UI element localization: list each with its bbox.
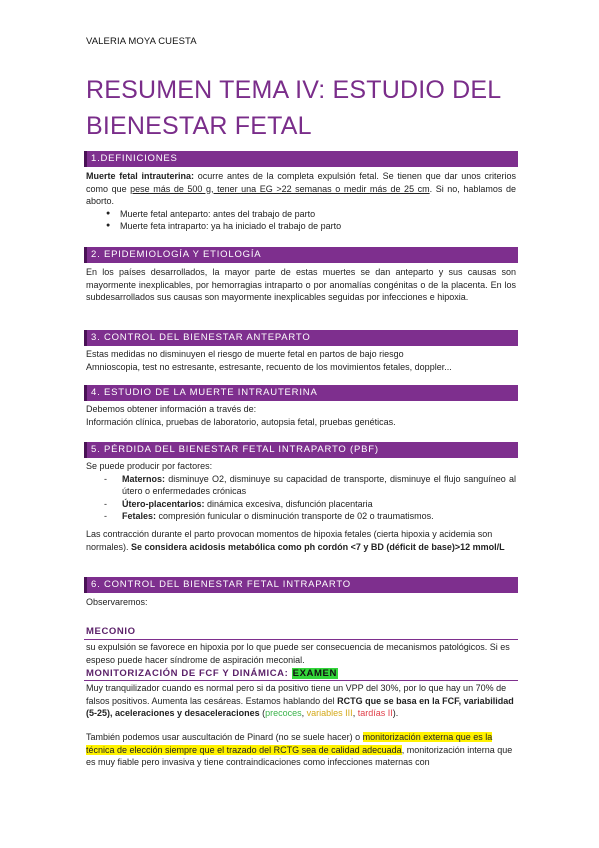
- factor-term: Útero-placentarios:: [122, 498, 205, 509]
- acidosis-text: Las contracción durante el parto provocan momentos de hipoxia fetales (cierta hipoxia y acidemia son normales).: [86, 528, 493, 552]
- factor-text: disminuye O2, disminuye su capacidad de transporte, disminuye el flujo sanguíneo al útero o enfermedades crónicas: [122, 473, 516, 497]
- meconio-divider: [84, 639, 518, 640]
- section-2-text: En los países desarrollados, la mayor parte de estas muertes se dan anteparto y sus causas son mayormente inexplicables, por hemorragias intraparto o por anomalías congénitas o de la placenta. En los subdesarrollados sus causas son mayormente inexplicables seguidas por infecciones e hipoxia.: [86, 267, 516, 303]
- factor-list: [86, 473, 516, 523]
- rctg-definition: RCTG que se basa en la FCF, variabilidad (5-25), aceleraciones y desaceleraciones: [86, 695, 514, 719]
- section-2-heading-bar: [84, 247, 518, 263]
- document-title: RESUMEN TEMA IV: ESTUDIO DEL BIENESTAR FETAL: [86, 76, 501, 140]
- definition-term: Muerte fetal intrauterina:: [86, 171, 195, 181]
- section-1-body: [86, 170, 516, 233]
- section-4-line-1: Debemos obtener información a través de:: [86, 404, 257, 414]
- section-3-heading: 3. CONTROL DEL BIENESTAR ANTEPARTO: [91, 332, 311, 343]
- fcf-text: Muy tranquilizador cuando es normal pero si da positivo tiene un VPP del 30%, por lo que hay un 70% de falsos positivos. Aumenta las cesáreas. Estamos hablando del: [86, 683, 507, 706]
- list-item: [86, 510, 516, 523]
- pinard-paragraph: [86, 731, 516, 769]
- highlighted-technique: monitorización externa que es la técnica de elección siempre que el trazado del RCTG sea de calidad adecuada: [86, 732, 493, 755]
- pinard-text: También podemos usar auscultación de Pinard (no se suele hacer) o: [86, 732, 363, 742]
- fcf-paragraph: [86, 682, 516, 720]
- section-6-intro: Observaremos:: [86, 597, 148, 607]
- exam-tag: EXAMEN: [292, 668, 337, 679]
- section-3-line-1: Estas medidas no disminuyen el riesgo de muerte fetal en partos de bajo riesgo: [86, 349, 404, 359]
- factor-term: Maternos:: [122, 473, 166, 484]
- acidosis-definition: Se considera acidosis metabólica como ph cordón <7 y BD (déficit de base)>12 mmol/L: [131, 541, 505, 552]
- factor-term: Fetales:: [122, 511, 157, 522]
- fcf-divider: [84, 680, 518, 681]
- section-4-line-2: Información clínica, pruebas de laboratorio, autopsia fetal, pruebas genéticas.: [86, 416, 396, 427]
- section-6-heading: 6. CONTROL DEL BIENESTAR FETAL INTRAPARTO: [91, 579, 351, 590]
- fcf-heading: [86, 668, 338, 679]
- definition-criteria: pese más de 500 g, tener una EG >22 semanas o medir más de 25 cm: [130, 183, 430, 194]
- precoces-label: precoces: [265, 708, 302, 719]
- meconio-heading: MECONIO: [86, 626, 136, 637]
- fcf-heading-text: MONITORIZACIÓN DE FCF Y DINÁMICA:: [86, 668, 292, 679]
- section-5-body: [86, 460, 516, 553]
- section-1-heading: 1.DEFINICIONES: [91, 153, 178, 164]
- section-4-heading-bar: [84, 385, 518, 401]
- acidosis-paragraph: [86, 528, 516, 553]
- section-4-heading: 4. ESTUDIO DE LA MUERTE INTRAUTERINA: [91, 387, 318, 398]
- list-item: [86, 498, 516, 511]
- paren-close: ).: [392, 708, 399, 719]
- section-4-body: [86, 403, 516, 428]
- pinard-text-end: , monitorización interna que es muy fiable pero invasiva y tiene contraindicaciones como infecciones maternas con: [86, 744, 513, 768]
- definition-paragraph: [86, 170, 516, 208]
- factor-text: compresión funicular o disminución transporte de 02 o traumatismos.: [156, 511, 434, 522]
- factor-text: dinámica excesiva, disfunción placentaria: [204, 498, 373, 509]
- section-3-body: [86, 348, 516, 373]
- list-item: [86, 473, 516, 498]
- paren-open: (: [259, 708, 266, 719]
- section-3-heading-bar: [84, 330, 518, 346]
- section-1-heading-bar: [84, 151, 518, 167]
- author-name: VALERIA MOYA CUESTA: [86, 36, 197, 47]
- section-6-heading-bar: [84, 577, 518, 593]
- separator: ,: [352, 708, 358, 719]
- list-item: ● Muerte feta intraparto: ya ha iniciado el trabajo de parto: [86, 220, 516, 233]
- list-item: ● Muerte fetal anteparto: antes del trabajo de parto: [86, 208, 516, 221]
- section-5-intro: Se puede producir por factores:: [86, 461, 213, 471]
- separator: ,: [301, 708, 307, 719]
- section-5-heading: 5. PÉRDIDA DEL BIENESTAR FETAL INTRAPARTO (PBF): [91, 444, 379, 455]
- definition-text: ocurre antes de la completa expulsión fetal. Se tienen que dar unos criterios como que: [86, 171, 516, 194]
- section-3-line-2: Amnioscopia, test no estresante, estresante, recuento de los movimientos fetales, doppler...: [86, 361, 452, 372]
- meconio-text: su expulsión se favorece en hipoxia por lo que puede ser consecuencia de mecanismos patológicos. Si es espeso puede hacer síndrome de aspiración meconial.: [86, 642, 510, 665]
- section-5-heading-bar: [84, 442, 518, 458]
- section-2-heading: 2. EPIDEMIOLOGÍA Y ETIOLOGÍA: [91, 249, 262, 260]
- tardias-label: tardías II: [357, 708, 393, 719]
- definition-end: . Si no, hablamos de aborto.: [86, 183, 516, 207]
- variables-label: variables III: [306, 708, 353, 719]
- definition-list: [86, 208, 516, 233]
